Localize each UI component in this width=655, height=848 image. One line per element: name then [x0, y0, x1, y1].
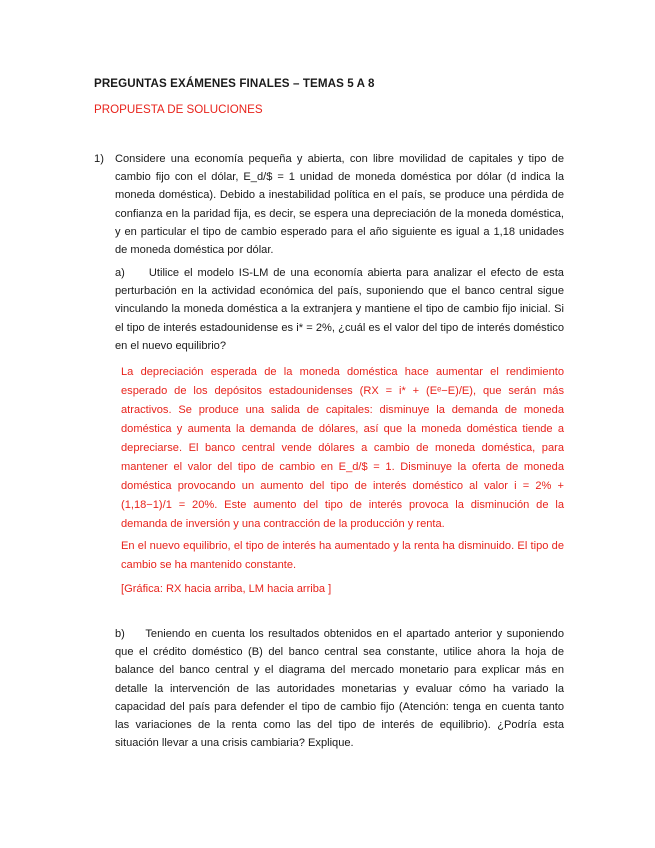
answer-graph-note: [Gráfica: RX hacia arriba, LM hacia arriba ]	[121, 583, 332, 595]
part-b-label: b)	[115, 628, 125, 640]
question-1b	[115, 625, 564, 752]
document-subtitle: PROPUESTA DE SOLUCIONES	[94, 103, 263, 116]
question-1-text: Considere una economía pequeña y abierta, con libre movilidad de capitales y tipo de cambio fijo con el dólar, E_d/$ = 1 unidad de moneda doméstica por dólar (d indica la moneda doméstica). Debido a inestabilidad política en el país, se produce una pérdida de confianza en la paridad fija, es decir, se espera una depreciación de la moneda doméstica, y en particular el tipo de cambio esperado para el año siguiente es igual a 1,18 unidades de moneda doméstica por dólar.	[115, 153, 564, 257]
part-b-text: Teniendo en cuenta los resultados obtenidos en el apartado anterior y suponiendo que el crédito doméstico (B) del banco central sea constante, utilice ahora la hoja de balance del banco central y el diagrama del mercado monetario para explicar más en detalle la intervención de las autoridades monetarias y evaluar cómo ha variado la capacidad del país para defender el tipo de cambio fijo (Atención: tenga en cuenta tanto las variaciones de la renta como las del tipo de interés de equilibrio). ¿Podría esta situación llevar a una crisis cambiaria? Explique.	[115, 628, 564, 750]
answer-paragraph-1: La depreciación esperada de la moneda doméstica hace aumentar el rendimiento esperado de los depósitos estadounidenses (RX = i* + (Eᵉ−E)/E), que serán más atractivos. Se produce una salida de capitales: disminuye la demanda de moneda doméstica y aumenta la demanda de dólares, así que la moneda doméstica tiende a depreciarse. El banco central vende dólares a cambio de moneda doméstica, para mantener el valor del tipo de cambio en E_d/$ = 1. Disminuye la oferta de moneda doméstica provocando un aumento del tipo de interés doméstico al valor i = 2% + (1,18−1)/1 = 20%. Este aumento del tipo de interés provoca la disminución de la demanda de inversión y una contracción de la producción y renta.	[121, 366, 564, 530]
part-a-label: a)	[115, 267, 125, 279]
part-a-text: Utilice el modelo IS-LM de una economía abierta para analizar el efecto de esta perturbación en la actividad económica del país, suponiendo que el banco central sigue vinculando la moneda doméstica a la extranjera y mantiene el tipo de cambio fijo inicial. Si el tipo de interés estadounidense es i* = 2%, ¿cuál es el valor del tipo de interés doméstico en el nuevo equilibrio?	[115, 267, 564, 352]
answer-paragraph-2: En el nuevo equilibrio, el tipo de interés ha aumentado y la renta ha disminuido. El tipo de cambio se ha mantenido constante.	[121, 540, 564, 571]
document-title: PREGUNTAS EXÁMENES FINALES – TEMAS 5 A 8	[94, 77, 375, 90]
question-1a	[115, 264, 564, 355]
question-number: 1)	[94, 153, 104, 165]
